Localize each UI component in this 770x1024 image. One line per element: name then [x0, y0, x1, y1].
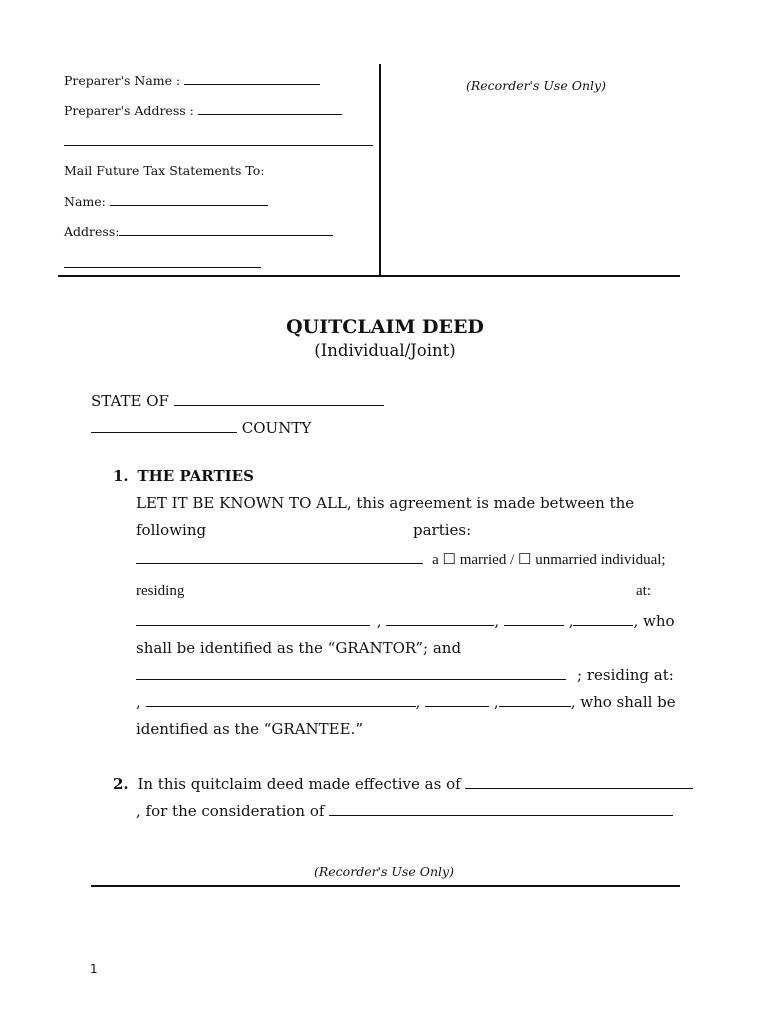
section-1-header	[113, 467, 254, 485]
state-row	[91, 392, 384, 410]
section-1-number: 1.	[113, 467, 129, 485]
comma-6: ,	[493, 693, 499, 711]
section-1-heading: THE PARTIES	[137, 467, 254, 485]
consideration-field[interactable]	[329, 814, 673, 816]
grantee-address-row	[136, 693, 676, 711]
grantee-identified-text: identified as the “GRANTEE.”	[136, 720, 363, 738]
grantor-city-field[interactable]	[386, 624, 494, 626]
following-label: following	[136, 521, 207, 539]
comma-5: ,	[415, 693, 421, 711]
consideration-row	[136, 802, 673, 820]
effective-text: In this quitclaim deed made effective as of	[137, 775, 461, 793]
page-number: 1	[90, 962, 98, 976]
preparer-name-label: Preparer's Name :	[64, 73, 181, 88]
county-row	[91, 419, 311, 437]
section-2-number: 2.	[113, 775, 129, 793]
grantee-name-field[interactable]	[136, 678, 566, 680]
county-label: COUNTY	[241, 419, 312, 437]
county-field[interactable]	[91, 431, 237, 433]
grantee-residing-at: ; residing at:	[577, 666, 674, 684]
marital-status-text[interactable]: a ☐ married / ☐ unmarried individual;	[432, 552, 666, 568]
comma-4: ,	[136, 693, 141, 711]
state-label: STATE OF	[91, 392, 169, 410]
grantee-city-field[interactable]	[425, 705, 489, 707]
header-divider-vertical	[379, 64, 381, 276]
footer-recorder-label: (Recorder's Use Only)	[314, 864, 454, 879]
mail-address-field[interactable]	[119, 234, 333, 236]
at-label: at:	[636, 583, 651, 599]
grantor-state-field[interactable]	[504, 624, 564, 626]
grantor-name-field[interactable]	[136, 562, 423, 564]
mail-address-line-2[interactable]	[64, 267, 261, 268]
consideration-text: , for the consideration of	[136, 802, 325, 820]
effective-date-field[interactable]	[465, 787, 693, 789]
state-field[interactable]	[174, 404, 384, 406]
comma-3: ,	[568, 612, 574, 630]
comma-2: ,	[494, 612, 500, 630]
preparer-address-line-2[interactable]	[64, 145, 373, 146]
section-2-row	[113, 775, 693, 793]
document-title: QUITCLAIM DEED	[286, 316, 484, 338]
grantee-zip-field[interactable]	[499, 705, 571, 707]
section-1-line-1	[136, 494, 678, 512]
mail-address-row	[64, 224, 333, 239]
grantor-identified-text: shall be identified as the “GRANTOR”; and	[136, 639, 462, 657]
preparer-address-label: Preparer's Address :	[64, 103, 194, 118]
mail-name-label: Name:	[64, 194, 106, 209]
residing-label: residing	[136, 583, 185, 599]
mail-tax-label: Mail Future Tax Statements To:	[64, 163, 265, 178]
grantor-name-row	[136, 549, 666, 569]
preparer-address-row	[64, 103, 342, 118]
recorder-use-label: (Recorder's Use Only)	[466, 78, 606, 93]
mail-name-field[interactable]	[110, 204, 268, 206]
grantor-address-row	[136, 612, 675, 630]
mail-address-label: Address:	[64, 224, 120, 239]
comma-1: ,	[376, 612, 382, 630]
section-1-intro: LET IT BE KNOWN TO ALL, this agreement is made between the	[136, 494, 635, 512]
mail-name-row	[64, 194, 268, 209]
preparer-name-field[interactable]	[184, 83, 320, 85]
header-divider-horizontal	[58, 275, 680, 277]
document-subtitle: (Individual/Joint)	[314, 341, 456, 360]
grantor-who-text: , who	[633, 612, 675, 630]
parties-label: parties:	[413, 521, 472, 539]
grantor-zip-field[interactable]	[573, 624, 633, 626]
preparer-name-row	[64, 73, 320, 88]
grantee-street-field[interactable]	[146, 705, 416, 707]
grantee-who-text: , who shall be	[570, 693, 676, 711]
preparer-address-field[interactable]	[198, 113, 342, 115]
grantee-name-row	[136, 666, 566, 684]
grantor-street-field[interactable]	[136, 624, 370, 626]
footer-divider	[91, 885, 680, 887]
